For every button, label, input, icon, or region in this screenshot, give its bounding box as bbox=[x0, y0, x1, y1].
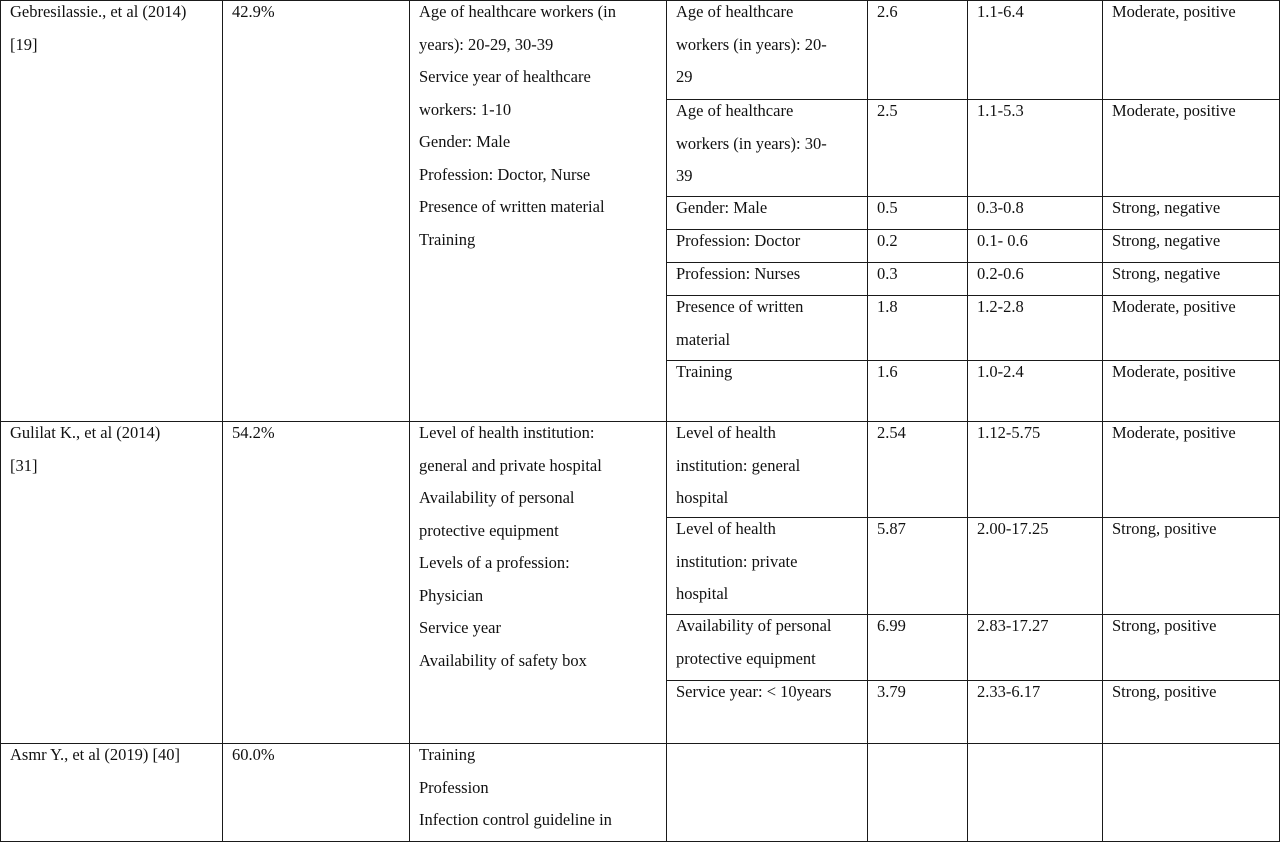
row-divider bbox=[0, 0, 1280, 1]
association-aor: 2.6 bbox=[877, 2, 898, 21]
association-factor: hospital bbox=[676, 488, 729, 507]
association-ci: 0.3-0.8 bbox=[977, 198, 1024, 217]
association-ci: 0.2-0.6 bbox=[977, 264, 1024, 283]
association-factor: Gender: Male bbox=[676, 198, 768, 217]
association-factor: Service year: < 10years bbox=[676, 682, 832, 701]
association-aor: 6.99 bbox=[877, 616, 906, 635]
association-factor: protective equipment bbox=[676, 648, 816, 668]
association-aor: 2.5 bbox=[877, 101, 898, 120]
association-factor: Age of healthcare bbox=[676, 101, 794, 120]
study-factor-line: Training bbox=[419, 229, 476, 249]
association-strength: Strong, positive bbox=[1112, 682, 1217, 701]
study-factor-line: Availability of personal bbox=[419, 488, 575, 507]
study-author: Gulilat K., et al (2014) bbox=[10, 423, 161, 442]
study-factor-line: Presence of written material bbox=[419, 197, 605, 216]
association-strength: Moderate, positive bbox=[1112, 101, 1236, 120]
association-strength: Strong, negative bbox=[1112, 264, 1221, 283]
association-factor: institution: general bbox=[676, 455, 801, 475]
study-factor-line: Service year of healthcare bbox=[419, 67, 591, 86]
association-strength: Moderate, positive bbox=[1112, 423, 1236, 442]
study-prevalence: 42.9% bbox=[232, 2, 275, 21]
association-ci: 1.12-5.75 bbox=[977, 423, 1041, 442]
study-factor-line: Physician bbox=[419, 585, 484, 605]
association-factor: Profession: Nurses bbox=[676, 264, 801, 283]
association-aor: 0.5 bbox=[877, 198, 898, 217]
study-factor-line: Availability of safety box bbox=[419, 650, 587, 670]
association-strength: Moderate, positive bbox=[1112, 2, 1236, 21]
association-factor: Age of healthcare bbox=[676, 2, 794, 21]
association-factor: Presence of written bbox=[676, 297, 804, 316]
association-aor: 5.87 bbox=[877, 519, 906, 538]
study-author: Asmr Y., et al (2019) [40] bbox=[10, 745, 181, 764]
association-strength: Moderate, positive bbox=[1112, 297, 1236, 316]
association-factor: institution: private bbox=[676, 551, 798, 571]
association-factor: Level of health bbox=[676, 423, 776, 442]
association-strength: Strong, negative bbox=[1112, 198, 1221, 217]
association-ci: 2.33-6.17 bbox=[977, 682, 1041, 701]
association-factor: Training bbox=[676, 362, 733, 381]
association-strength: Moderate, positive bbox=[1112, 362, 1236, 381]
association-ci: 1.0-2.4 bbox=[977, 362, 1024, 381]
study-factor-line: Service year bbox=[419, 618, 501, 637]
association-factor: workers (in years): 30- bbox=[676, 133, 827, 153]
study-author: [31] bbox=[10, 455, 38, 475]
study-factor-line: years): 20-29, 30-39 bbox=[419, 34, 554, 54]
association-aor: 1.6 bbox=[877, 362, 898, 381]
association-ci: 2.00-17.25 bbox=[977, 519, 1049, 538]
study-author: Gebresilassie., et al (2014) bbox=[10, 2, 187, 21]
association-factor: hospital bbox=[676, 584, 729, 603]
association-aor: 2.54 bbox=[877, 423, 906, 442]
study-factor-line: workers: 1-10 bbox=[419, 99, 512, 119]
association-aor: 1.8 bbox=[877, 297, 898, 316]
association-aor: 0.2 bbox=[877, 231, 898, 250]
study-factor-line: Profession bbox=[419, 777, 489, 797]
study-factor-line: protective equipment bbox=[419, 520, 559, 540]
association-factor: workers (in years): 20- bbox=[676, 34, 827, 54]
association-factor: Level of health bbox=[676, 519, 776, 538]
study-factor-line: Level of health institution: bbox=[419, 423, 595, 442]
study-prevalence: 60.0% bbox=[232, 745, 275, 764]
study-factor-line: Profession: Doctor, Nurse bbox=[419, 164, 591, 184]
study-factor-line: Training bbox=[419, 745, 476, 764]
association-factor: material bbox=[676, 329, 731, 349]
study-factor-line: Gender: Male bbox=[419, 132, 511, 151]
association-factor: 39 bbox=[676, 166, 693, 185]
association-ci: 1.1-6.4 bbox=[977, 2, 1024, 21]
association-ci: 1.2-2.8 bbox=[977, 297, 1024, 316]
association-ci: 2.83-17.27 bbox=[977, 616, 1049, 635]
row-divider bbox=[0, 743, 1280, 744]
association-aor: 0.3 bbox=[877, 264, 898, 283]
study-factor-line: Infection control guideline in bbox=[419, 810, 612, 829]
association-strength: Strong, negative bbox=[1112, 231, 1221, 250]
association-ci: 0.1- 0.6 bbox=[977, 231, 1028, 250]
association-aor: 3.79 bbox=[877, 682, 906, 701]
association-factor: 29 bbox=[676, 67, 693, 86]
study-factor-line: Age of healthcare workers (in bbox=[419, 2, 616, 21]
study-prevalence: 54.2% bbox=[232, 423, 275, 442]
association-strength: Strong, positive bbox=[1112, 616, 1217, 635]
association-factor: Availability of personal bbox=[676, 616, 832, 635]
study-factor-line: general and private hospital bbox=[419, 455, 602, 475]
association-ci: 1.1-5.3 bbox=[977, 101, 1024, 120]
study-factor-line: Levels of a profession: bbox=[419, 553, 570, 572]
association-factor: Profession: Doctor bbox=[676, 231, 801, 250]
association-strength: Strong, positive bbox=[1112, 519, 1217, 538]
row-divider bbox=[0, 421, 1280, 422]
study-author: [19] bbox=[10, 34, 38, 54]
